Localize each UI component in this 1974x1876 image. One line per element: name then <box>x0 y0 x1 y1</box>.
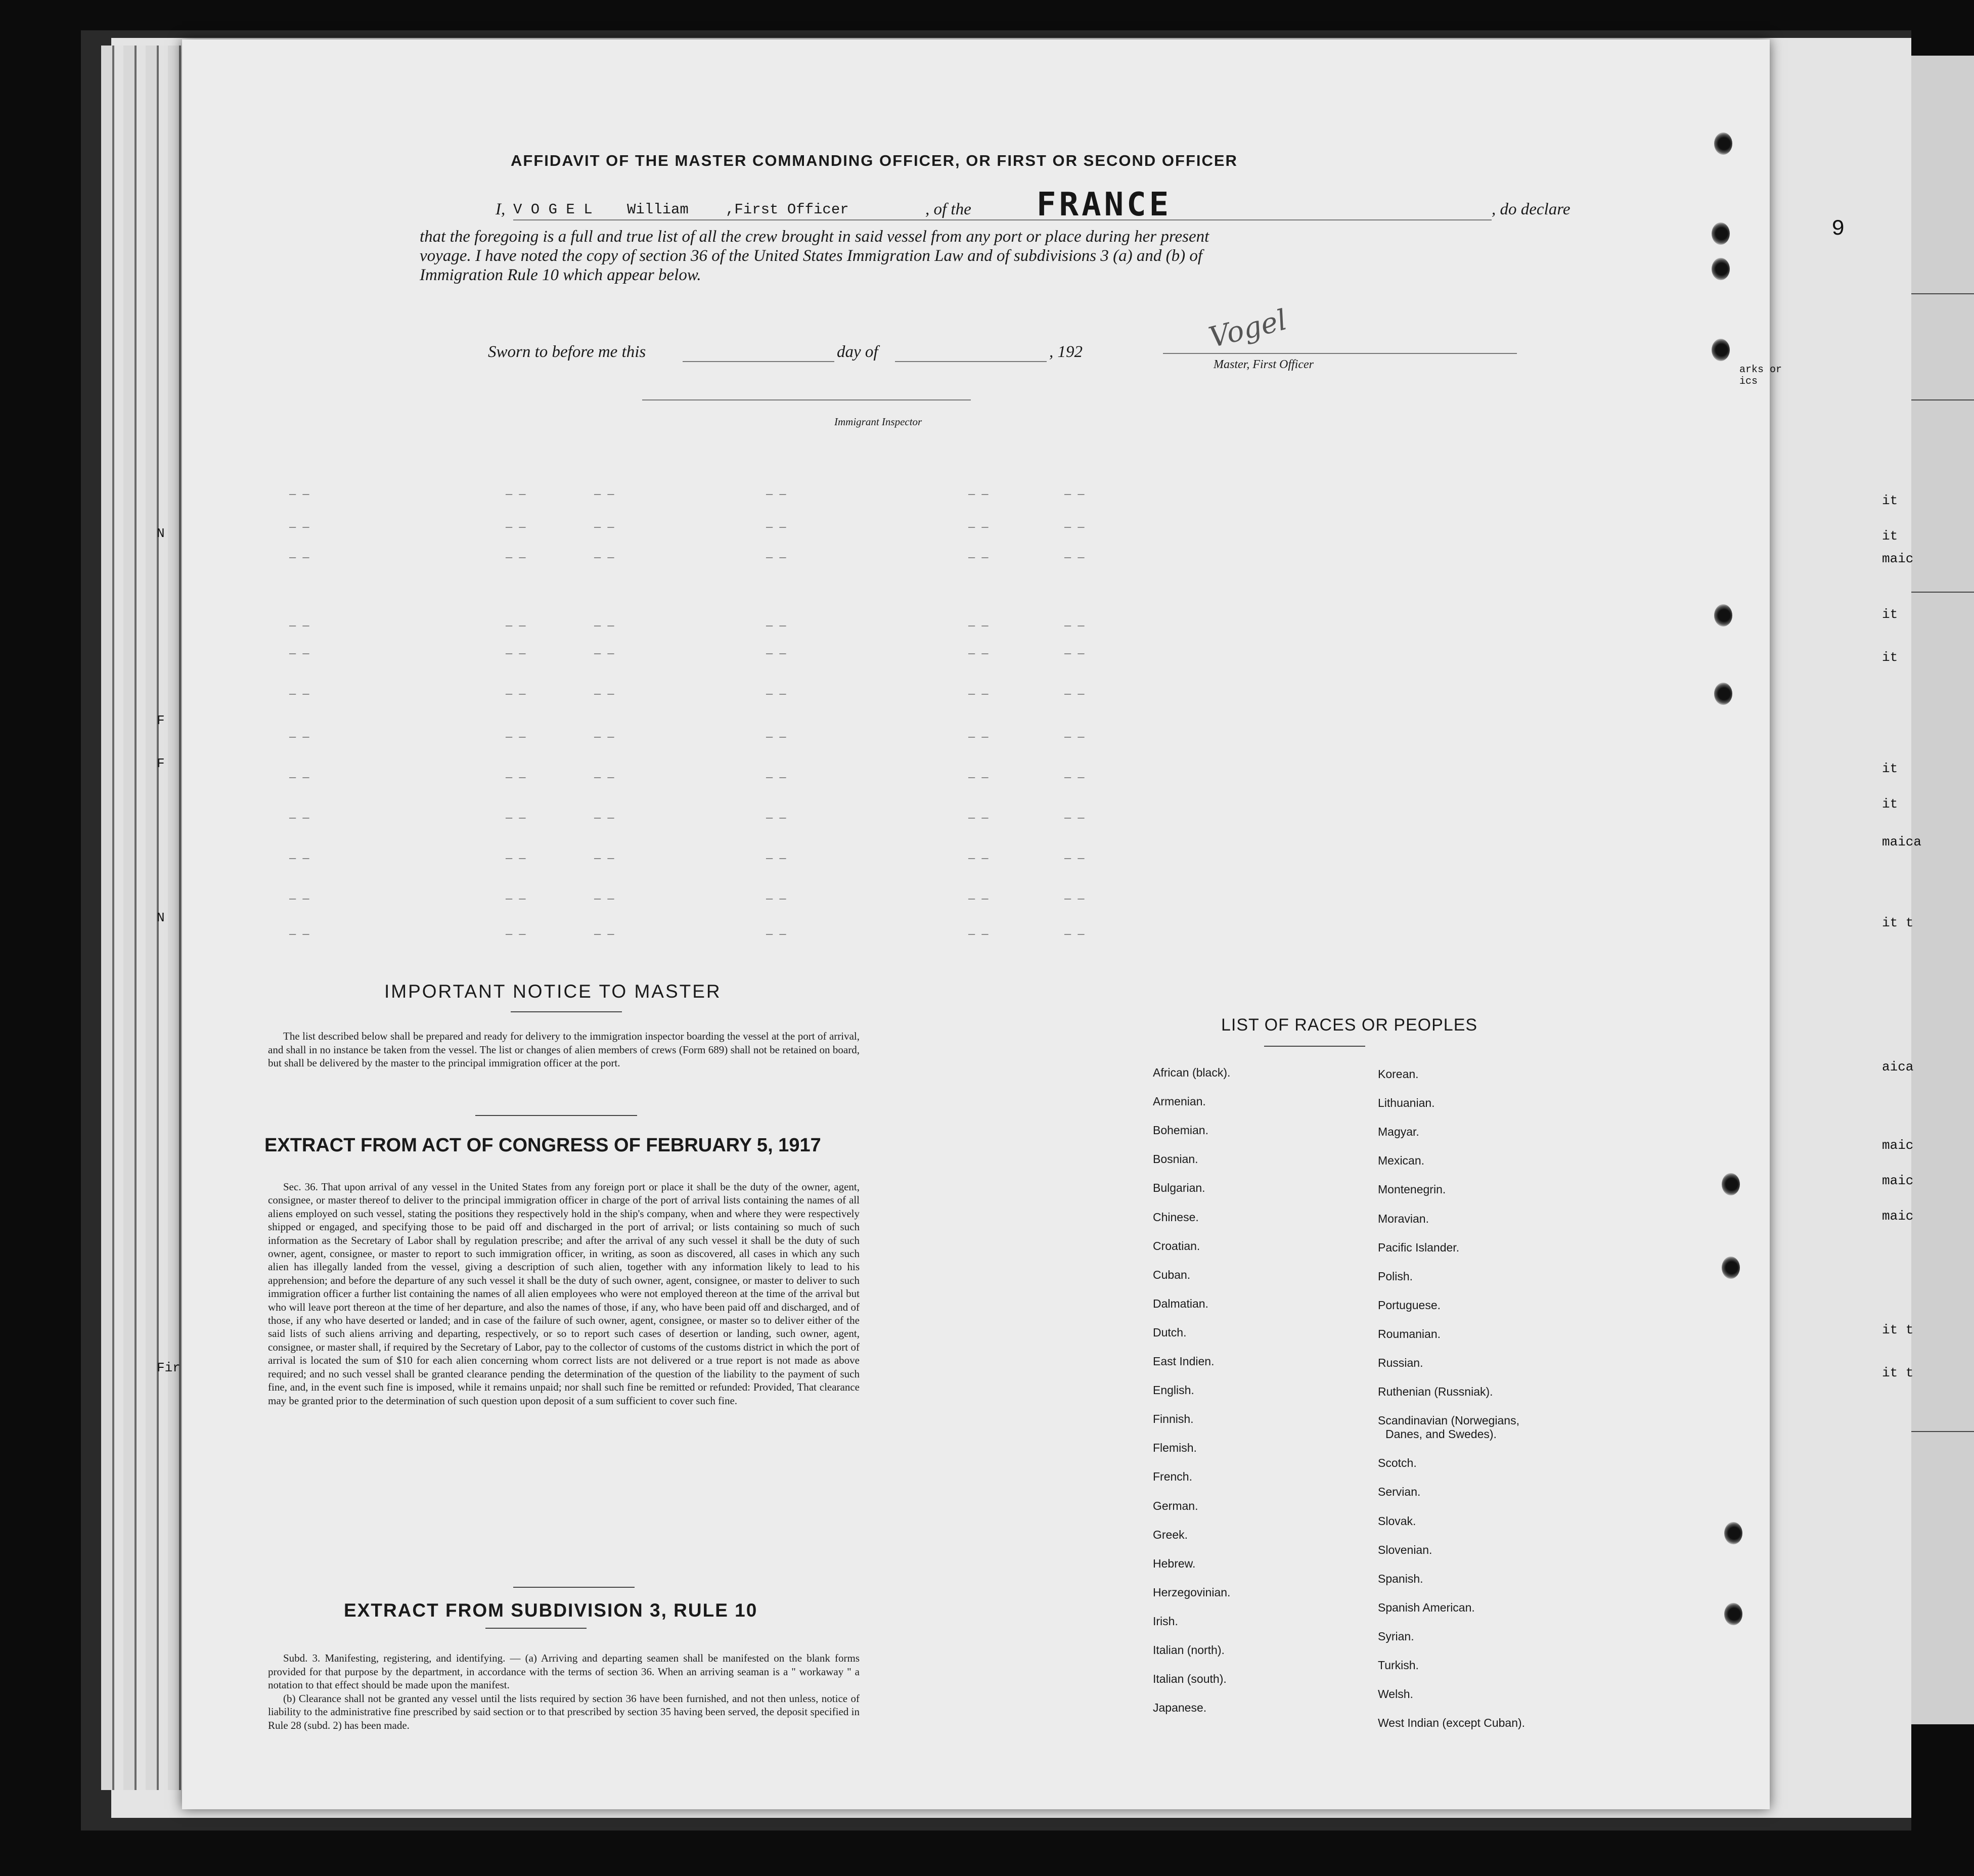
dash-mark: _ _ <box>968 684 989 697</box>
dash-mark: _ _ <box>766 808 786 821</box>
dash-mark: _ _ <box>506 484 526 497</box>
race-item: Croatian. <box>1153 1239 1200 1253</box>
dash-mark: _ _ <box>968 808 989 821</box>
sworn-prefix: Sworn to before me this <box>488 343 646 361</box>
binder-hole <box>1712 222 1730 245</box>
dash-mark: _ _ <box>968 889 989 902</box>
declaration-i: I, <box>496 200 506 218</box>
race-item: Spanish American. <box>1378 1600 1475 1614</box>
dash-mark: _ _ <box>506 727 526 740</box>
dash-mark: _ _ <box>766 616 786 629</box>
dash-mark: _ _ <box>289 644 309 656</box>
binder-hole <box>1722 1173 1740 1195</box>
extract-act-text: Sec. 36. That upon arrival of any vessel in the United States from any foreign port or place it shall be the duty of the owner, agent, consignee, or master thereof to deliver to the principal immigration officer in charge of the port of arrival lists containing the names of all aliens employed on such vessel, stating the positions they respectively hold in the ship's company, when and where they were respectively shipped or engaged, and specifying those to be paid off and discharged in the port of arrival; or lists containing so much of such information as the Secretary of Labor shall by regulation prescribe; and after the arrival of any such vessel it shall be the duty of such owner, agent, consignee, or master to report to such immigration officer, in writing, as soon as discovered, all cases in which any such alien has illegally landed from the vessel, giving a description of such alien, together with any information likely to lead to his apprehension; and before the departure of any such vessel it shall be the duty of such owner, agent, consignee, or master to deliver to such immigration officer a further list containing the names of all alien employees who were not employed thereon at the time of the arrival but who will leave port thereon at the time of her departure, and also the names of those, if any, who have been paid off and discharged, and of those, if any who have deserted or landed; and in case of the failure of such owner, agent, consignee, or master so to deliver either of the said lists of such aliens arriving and departing, respectively, or so to report such cases of desertion or landing, such owner, agent, consignee, or master shall, if required by the Secretary of Labor, pay to the collector of customs of the customs district in which the port of arrival is located the sum of $10 for each alien concerning whom correct lists are not delivered or a true report is not made as above required; and no such vessel shall be granted clearance pending the determination of the question of the liability to the payment of such fine, and, in the event such fine is imposed, while it remains unpaid; nor shall such fine be remitted or refunded: Provided, That clearance may be granted prior to the determination of such question upon deposit of a sum sufficient to cover such fine. <box>268 1181 860 1407</box>
sworn-day-line <box>683 361 834 362</box>
binder-hole <box>1722 1257 1740 1279</box>
inspector-caption: Immigrant Inspector <box>834 416 922 428</box>
affidavit-page <box>182 39 1770 1809</box>
right-page-number-fragment: 9 <box>1831 216 1845 242</box>
dash-mark: _ _ <box>506 889 526 902</box>
dash-mark: _ _ <box>594 644 614 656</box>
dash-mark: _ _ <box>766 548 786 560</box>
binder-hole <box>1712 258 1730 280</box>
right-fragment-text: it <box>1882 761 1898 776</box>
dash-mark: _ _ <box>289 889 309 902</box>
dash-mark: _ _ <box>1064 484 1085 497</box>
officer-signature: Vogel <box>1205 303 1290 354</box>
signer-caption: Master, First Officer <box>1214 358 1314 371</box>
dash-mark: _ _ <box>968 644 989 656</box>
left-fragment-text: Fir <box>157 1360 181 1375</box>
dash-mark: _ _ <box>594 484 614 497</box>
left-fragment-text: N <box>157 526 165 541</box>
race-item: Servian. <box>1378 1485 1421 1499</box>
race-item: Ruthenian (Russniak). <box>1378 1385 1493 1399</box>
right-page-header-fragment: arks or ics <box>1739 364 1782 387</box>
race-item: Flemish. <box>1153 1441 1197 1455</box>
dash-mark: _ _ <box>1064 924 1085 937</box>
left-fragment-text: F <box>157 756 165 771</box>
race-item: East Indien. <box>1153 1355 1215 1368</box>
dash-mark: _ _ <box>968 924 989 937</box>
race-item: Cuban. <box>1153 1268 1191 1281</box>
dash-mark: _ _ <box>289 548 309 560</box>
races-title-rule <box>1264 1046 1365 1047</box>
race-item: Portuguese. <box>1378 1298 1441 1312</box>
dash-mark: _ _ <box>1064 768 1085 780</box>
dash-mark: _ _ <box>968 517 989 530</box>
race-item: Hebrew. <box>1153 1556 1196 1570</box>
dash-mark: _ _ <box>766 924 786 937</box>
officer-given-name: William <box>627 201 689 218</box>
dash-mark: _ _ <box>766 768 786 780</box>
dash-mark: _ _ <box>289 848 309 861</box>
race-item: Roumanian. <box>1378 1327 1441 1341</box>
race-item: English. <box>1153 1383 1194 1397</box>
dash-mark: _ _ <box>506 924 526 937</box>
race-item: Dalmatian. <box>1153 1297 1208 1310</box>
dash-mark: _ _ <box>766 644 786 656</box>
do-declare-label: , do declare <box>1492 200 1571 218</box>
race-item: Mexican. <box>1378 1154 1425 1168</box>
race-item: Polish. <box>1378 1269 1413 1283</box>
dash-mark: _ _ <box>594 768 614 780</box>
race-item: Bosnian. <box>1153 1152 1198 1166</box>
race-item: Italian (south). <box>1153 1672 1227 1686</box>
dash-mark: _ _ <box>594 924 614 937</box>
dash-mark: _ _ <box>289 517 309 530</box>
dash-mark: _ _ <box>506 808 526 821</box>
race-item: Korean. <box>1378 1067 1419 1081</box>
right-fragment-text: it t <box>1882 915 1914 930</box>
binder-hole <box>1714 604 1732 627</box>
ship-name-stamp: FRANCE <box>1037 186 1172 224</box>
race-item: Danes, and Swedes). <box>1385 1427 1497 1441</box>
dash-mark: _ _ <box>289 616 309 629</box>
race-item: Japanese. <box>1153 1701 1207 1715</box>
dash-mark: _ _ <box>766 684 786 697</box>
extract-rule-title-rule <box>485 1628 587 1629</box>
races-title: LIST OF RACES OR PEOPLES <box>1221 1015 1478 1035</box>
notice-divider <box>475 1115 637 1116</box>
race-item: Bohemian. <box>1153 1124 1208 1137</box>
right-fragment-text: maica <box>1882 834 1922 850</box>
signature-line <box>1163 353 1517 354</box>
inspector-line <box>642 399 971 400</box>
dash-mark: _ _ <box>1064 848 1085 861</box>
race-item: Welsh. <box>1378 1687 1413 1701</box>
sworn-month-line <box>895 361 1047 362</box>
sworn-year-label: , 192 <box>1049 343 1083 361</box>
left-fragment-text: N <box>157 910 165 925</box>
right-fragment-text: maic <box>1882 1138 1914 1153</box>
dash-mark: _ _ <box>289 684 309 697</box>
ship-fill-line <box>1001 219 1492 220</box>
right-fragment-text: it t <box>1882 1322 1914 1337</box>
notice-title: IMPORTANT NOTICE TO MASTER <box>384 981 722 1002</box>
dash-mark: _ _ <box>594 517 614 530</box>
dash-mark: _ _ <box>968 484 989 497</box>
dash-mark: _ _ <box>1064 684 1085 697</box>
dash-mark: _ _ <box>506 768 526 780</box>
dash-mark: _ _ <box>968 548 989 560</box>
race-item: Lithuanian. <box>1378 1096 1435 1110</box>
dash-mark: _ _ <box>594 684 614 697</box>
binder-hole <box>1714 683 1732 705</box>
dash-mark: _ _ <box>766 889 786 902</box>
race-item: West Indian (except Cuban). <box>1378 1716 1526 1730</box>
dash-mark: _ _ <box>766 484 786 497</box>
race-item: Herzegovinian. <box>1153 1585 1231 1599</box>
race-item: Irish. <box>1153 1614 1178 1628</box>
dash-mark: _ _ <box>594 889 614 902</box>
dash-mark: _ _ <box>1064 616 1085 629</box>
race-item: Scotch. <box>1378 1456 1417 1470</box>
dash-mark: _ _ <box>968 727 989 740</box>
race-item: Italian (north). <box>1153 1643 1225 1657</box>
dash-mark: _ _ <box>968 768 989 780</box>
dash-mark: _ _ <box>506 848 526 861</box>
right-fragment-text: it <box>1882 607 1898 622</box>
right-fragment-text: it <box>1882 796 1898 812</box>
officer-fill-line <box>513 219 1034 220</box>
right-fragment-text: it t <box>1882 1365 1914 1380</box>
declaration-line-4: Immigration Rule 10 which appear below. <box>420 266 701 284</box>
dash-mark: _ _ <box>289 768 309 780</box>
race-item: Turkish. <box>1378 1659 1419 1672</box>
race-item: Syrian. <box>1378 1629 1414 1643</box>
officer-rank: ,First Officer <box>726 201 849 218</box>
dash-mark: _ _ <box>506 517 526 530</box>
dash-mark: _ _ <box>1064 644 1085 656</box>
dash-mark: _ _ <box>594 808 614 821</box>
dash-mark: _ _ <box>506 616 526 629</box>
race-item: African (black). <box>1153 1066 1231 1079</box>
dash-mark: _ _ <box>1064 548 1085 560</box>
race-item: Greek. <box>1153 1528 1188 1541</box>
race-item: Russian. <box>1378 1356 1423 1369</box>
declaration-line-3: voyage. I have noted the copy of section 36 of the United States Immigration Law and of subdivisions 3 (a) and (b) of <box>420 247 1203 265</box>
race-item: Scandinavian (Norwegians, <box>1378 1414 1519 1427</box>
binder-hole <box>1712 339 1730 361</box>
dash-mark: _ _ <box>766 727 786 740</box>
dash-mark: _ _ <box>506 684 526 697</box>
right-fragment-text: it <box>1882 493 1898 508</box>
dash-mark: _ _ <box>289 727 309 740</box>
race-item: German. <box>1153 1499 1198 1512</box>
binder-hole <box>1724 1603 1742 1625</box>
race-item: Magyar. <box>1378 1125 1419 1139</box>
dash-mark: _ _ <box>1064 727 1085 740</box>
binder-hole <box>1724 1522 1742 1544</box>
right-fragment-text: maic <box>1882 1209 1914 1224</box>
dash-mark: _ _ <box>766 848 786 861</box>
declaration-line-2: that the foregoing is a full and true list of all the crew brought in said vessel from any port or place during her present <box>420 228 1209 246</box>
dash-mark: _ _ <box>289 924 309 937</box>
dash-mark: _ _ <box>766 517 786 530</box>
notice-title-rule <box>511 1011 622 1012</box>
dash-mark: _ _ <box>1064 808 1085 821</box>
race-item: Moravian. <box>1378 1212 1429 1225</box>
race-item: Finnish. <box>1153 1412 1194 1426</box>
extract-rule-title: EXTRACT FROM SUBDIVISION 3, RULE 10 <box>344 1600 758 1621</box>
extract-rule-text-a: Subd. 3. Manifesting, registering, and identifying. — (a) Arriving and departing seamen shall be manifested on the blank forms provided for that purpose by the department, in accordance with the terms of section 36. When an arriving seaman is a " workaway " a notation to that effect should be made upon the manifest. <box>268 1652 860 1691</box>
race-item: Armenian. <box>1153 1095 1206 1108</box>
dash-mark: _ _ <box>289 484 309 497</box>
race-item: Montenegrin. <box>1378 1183 1446 1196</box>
dash-mark: _ _ <box>506 644 526 656</box>
dash-mark: _ _ <box>968 616 989 629</box>
dash-mark: _ _ <box>506 548 526 560</box>
race-item: Dutch. <box>1153 1325 1187 1339</box>
race-item: Slovenian. <box>1378 1543 1432 1556</box>
extract-rule-text-b: (b) Clearance shall not be granted any vessel until the lists required by section 36 have been furnished, and not then unless, notice of liability to the administrative fine prescribed by said section or to that prescribed by section 35 having been served, the deposit specified in Rule 28 (subd. 2) has been made. <box>268 1692 860 1731</box>
race-item: Chinese. <box>1153 1210 1199 1224</box>
race-item: Bulgarian. <box>1153 1181 1205 1195</box>
right-fragment-text: maic <box>1882 1173 1914 1188</box>
dash-mark: _ _ <box>289 808 309 821</box>
of-the-label: , of the <box>925 200 971 218</box>
right-fragment-text: it <box>1882 528 1898 544</box>
race-item: French. <box>1153 1470 1192 1484</box>
race-item: Pacific Islander. <box>1378 1240 1460 1254</box>
right-fragment-text: it <box>1882 650 1898 665</box>
notice-text: The list described below shall be prepared and ready for delivery to the immigration inspector boarding the vessel at the port of arrival, and shall in no instance be taken from the vessel. The list or changes of alien members of crews (Form 689) shall not be retained on board, but shall be delivered by the master to the principal immigration officer at the port. <box>268 1030 860 1069</box>
right-fragment-text: aica <box>1882 1059 1914 1075</box>
dash-mark: _ _ <box>968 848 989 861</box>
officer-surname: V O G E L <box>513 201 593 218</box>
race-item: Slovak. <box>1378 1514 1416 1528</box>
dash-mark: _ _ <box>594 548 614 560</box>
right-fragment-text: maic <box>1882 551 1914 566</box>
binder-hole <box>1714 132 1732 155</box>
dash-mark: _ _ <box>594 727 614 740</box>
race-item: Spanish. <box>1378 1572 1423 1585</box>
extract-rule-body <box>268 1651 860 1732</box>
extract-act-title: EXTRACT FROM ACT OF CONGRESS OF FEBRUARY 5, 1917 <box>264 1135 821 1156</box>
sworn-day-label: day of <box>837 343 878 361</box>
dash-mark: _ _ <box>594 616 614 629</box>
dash-mark: _ _ <box>594 848 614 861</box>
dash-mark: _ _ <box>1064 517 1085 530</box>
affidavit-title: AFFIDAVIT OF THE MASTER COMMANDING OFFICER, OR FIRST OR SECOND OFFICER <box>511 152 1238 169</box>
left-fragment-text: F <box>157 713 165 728</box>
dash-mark: _ _ <box>1064 889 1085 902</box>
extract-divider <box>513 1587 635 1588</box>
